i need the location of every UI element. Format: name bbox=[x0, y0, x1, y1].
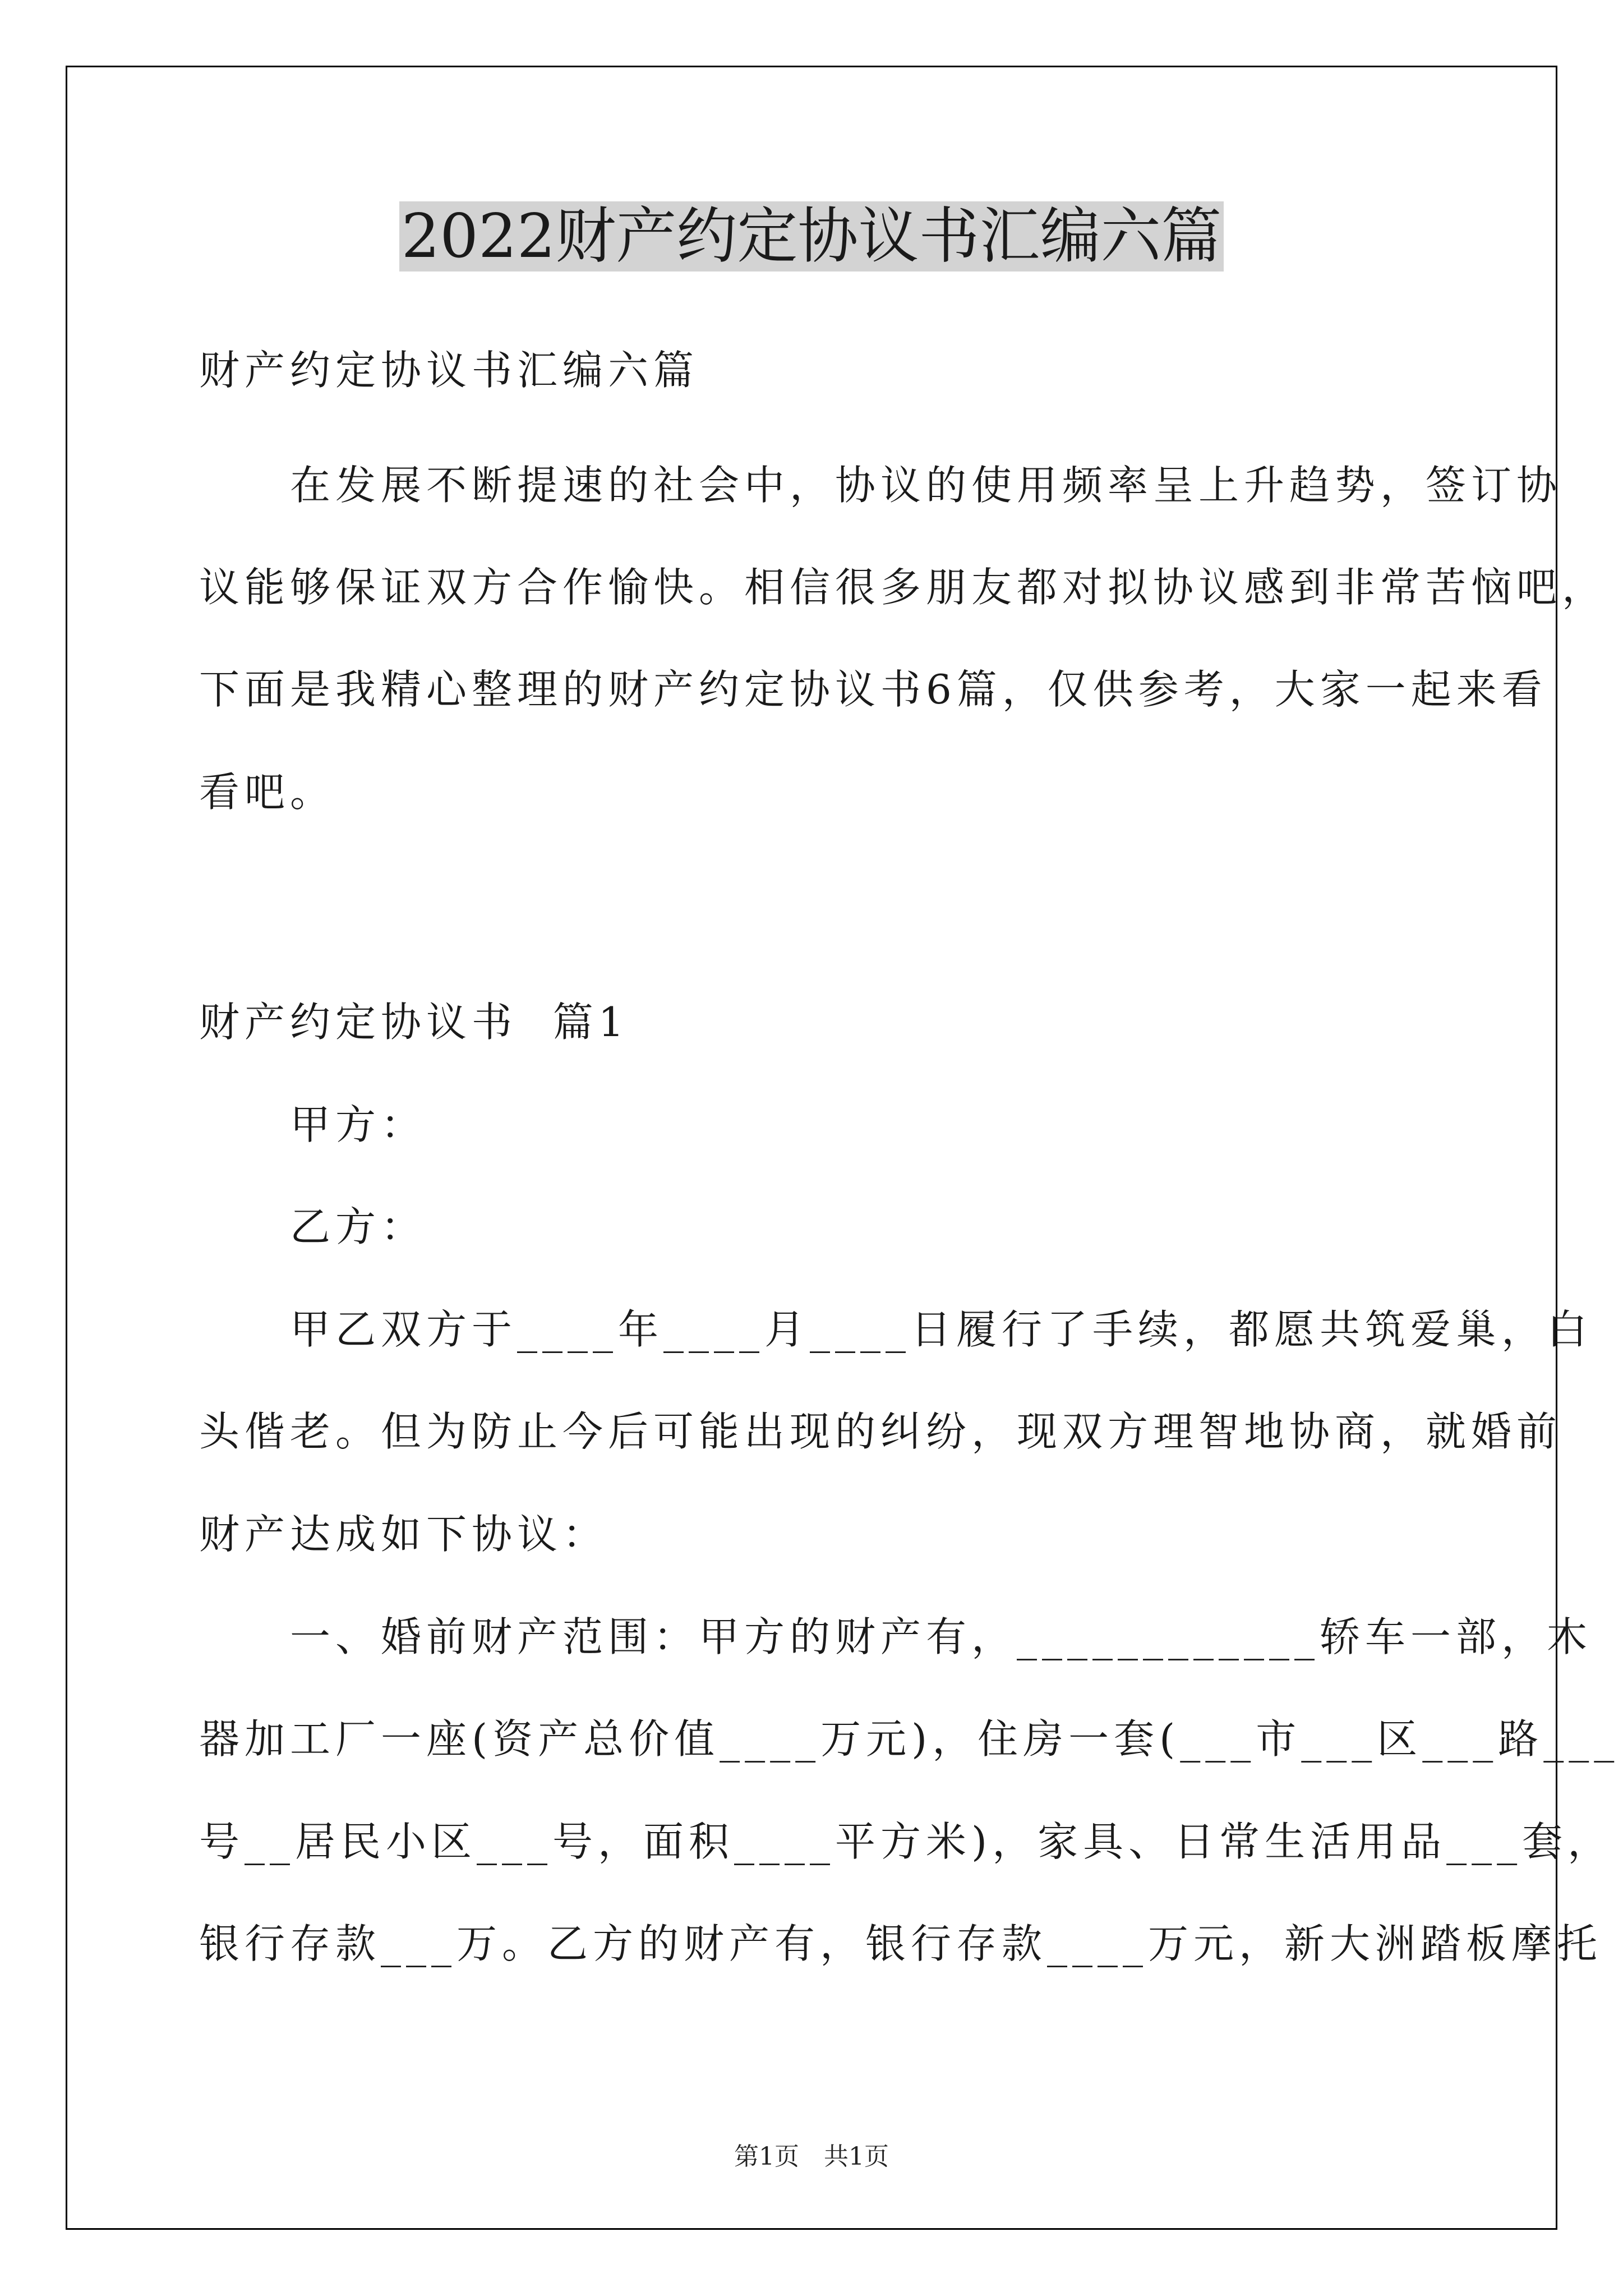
party-b-line: 乙方： bbox=[199, 1203, 427, 1250]
paragraph-line: 下面是我精心整理的财产约定协议书6篇，仅供参考，大家一起来看 bbox=[199, 666, 1547, 713]
paragraph-line: 财产达成如下协议： bbox=[199, 1511, 608, 1558]
paragraph-line: 银行存款___万。乙方的财产有，银行存款____万元，新大洲踏板摩托 bbox=[199, 1920, 1603, 1967]
paragraph-line: 议能够保证双方合作愉快。相信很多朋友都对拟协议感到非常苦恼吧， bbox=[199, 564, 1608, 611]
paragraph-line: 在发展不断提速的社会中，协议的使用频率呈上升趋势，签订协 bbox=[199, 462, 1562, 509]
paragraph-line: 号__居民小区___号，面积____平方米)，家具、日常生活用品___套， bbox=[199, 1818, 1613, 1865]
paragraph-line: 头偕老。但为防止今后可能出现的纠纷，现双方理智地协商，就婚前 bbox=[199, 1408, 1562, 1455]
page-footer: 第1页 共1页 bbox=[734, 2142, 889, 2171]
paragraph-line: 一、婚前财产范围：甲方的财产有，____________轿车一部，木 bbox=[199, 1613, 1593, 1660]
paragraph-line: 看吧。 bbox=[199, 769, 336, 816]
document-title-text: 2022财产约定协议书汇编六篇 bbox=[399, 201, 1224, 272]
document-title bbox=[0, 197, 1623, 276]
subtitle-line: 财产约定协议书汇编六篇 bbox=[199, 347, 699, 394]
party-a-line: 甲方： bbox=[199, 1101, 427, 1148]
paragraph-line: 器加工厂一座(资产总价值____万元)，住房一套(___市___区___路___ bbox=[199, 1715, 1620, 1763]
section-heading: 财产约定协议书 篇1 bbox=[199, 999, 629, 1046]
paragraph-line: 甲乙双方于____年____月____日履行了手续，都愿共筑爱巢，白 bbox=[199, 1306, 1593, 1353]
